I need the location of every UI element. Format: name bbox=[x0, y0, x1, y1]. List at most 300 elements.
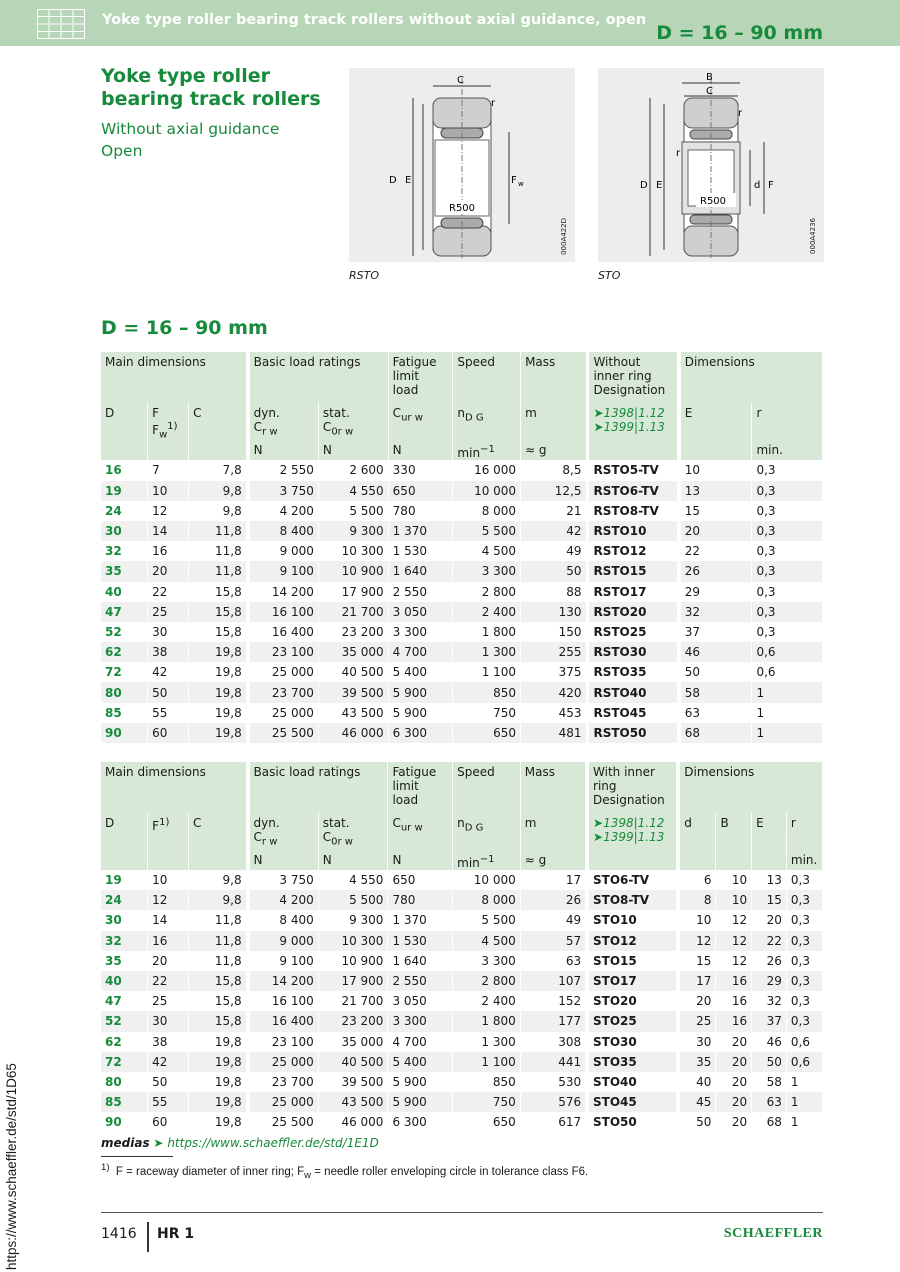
cell-d: 19 bbox=[101, 481, 148, 501]
cell-curw: 5 400 bbox=[388, 662, 453, 682]
cell-ndg: 5 500 bbox=[453, 521, 521, 541]
cell-dimension: 20 bbox=[680, 991, 716, 1011]
unit-n: N bbox=[388, 442, 453, 460]
cell-d: 19 bbox=[101, 870, 148, 890]
cell-curw: 1 370 bbox=[388, 521, 453, 541]
cell-d: 62 bbox=[101, 1032, 148, 1052]
cell-curw: 2 550 bbox=[388, 582, 453, 602]
cell-ndg: 850 bbox=[453, 682, 521, 702]
cell-designation: RSTO25 bbox=[589, 622, 677, 642]
cell-dyn: 9 000 bbox=[250, 541, 319, 561]
cell-d: 90 bbox=[101, 1112, 148, 1132]
table-row bbox=[101, 890, 823, 910]
group-basic-load-ratings: Basic load ratings bbox=[250, 762, 388, 813]
cell-dimension: 30 bbox=[680, 1032, 716, 1052]
table-row bbox=[101, 602, 823, 622]
col-e: E bbox=[681, 403, 752, 442]
cell-ndg: 1 800 bbox=[453, 622, 521, 642]
table-grid-icon bbox=[37, 9, 85, 39]
cell-f: 20 bbox=[148, 561, 189, 581]
unit-g: ≈ g bbox=[521, 442, 586, 460]
cell-dimension: 0,3 bbox=[786, 910, 822, 930]
cell-dimension: 20 bbox=[716, 1072, 752, 1092]
cell-curw: 5 900 bbox=[388, 1072, 453, 1092]
cell-curw: 3 300 bbox=[388, 1011, 453, 1031]
cell-dyn: 16 100 bbox=[250, 991, 319, 1011]
cell-dimension: 15 bbox=[680, 951, 716, 971]
cell-ndg: 8 000 bbox=[453, 890, 521, 910]
cell-c: 11,8 bbox=[189, 521, 247, 541]
cell-dimension: 0,3 bbox=[786, 1011, 822, 1031]
cell-d: 80 bbox=[101, 1072, 148, 1092]
cell-c: 11,8 bbox=[188, 931, 246, 951]
group-basic-load-ratings: Basic load ratings bbox=[250, 352, 389, 403]
cell-dimension: 0,3 bbox=[752, 460, 823, 480]
cell-f: 42 bbox=[148, 1052, 189, 1072]
cell-designation: STO20 bbox=[589, 991, 677, 1011]
table-row bbox=[101, 1112, 823, 1132]
cell-ndg: 2 800 bbox=[453, 971, 521, 991]
cell-curw: 650 bbox=[388, 870, 453, 890]
cell-ndg: 650 bbox=[453, 1112, 521, 1132]
col-curw: $C_{ur w}$ bbox=[388, 813, 453, 852]
cell-dimension: 58 bbox=[681, 682, 752, 702]
cell-dimension: 68 bbox=[752, 1112, 787, 1132]
cell-dimension: 20 bbox=[681, 521, 752, 541]
product-heading: Yoke type roller bearing track rollers bbox=[101, 65, 321, 110]
cell-curw: 780 bbox=[388, 501, 453, 521]
table-row bbox=[101, 501, 823, 521]
cell-dyn: 8 400 bbox=[250, 521, 319, 541]
cell-mass: 481 bbox=[521, 723, 586, 743]
fig-label-f: F bbox=[768, 180, 774, 191]
group-dimensions: Dimensions bbox=[680, 762, 822, 813]
cell-c: 19,8 bbox=[188, 1032, 246, 1052]
figure-caption-rsto: RSTO bbox=[349, 269, 380, 282]
cell-f: 50 bbox=[148, 1072, 189, 1092]
cell-dimension: 0,3 bbox=[786, 870, 822, 890]
cell-curw: 5 900 bbox=[388, 1092, 453, 1112]
cell-dimension: 15 bbox=[752, 890, 787, 910]
cell-dimension: 20 bbox=[716, 1052, 752, 1072]
cell-stat: 2 600 bbox=[318, 460, 388, 480]
table-row bbox=[101, 1032, 823, 1052]
cell-curw: 3 050 bbox=[388, 991, 453, 1011]
cell-dimension: 46 bbox=[752, 1032, 787, 1052]
cell-stat: 35 000 bbox=[318, 1032, 388, 1052]
cell-ndg: 1 300 bbox=[453, 642, 521, 662]
cell-mass: 12,5 bbox=[521, 481, 586, 501]
cell-c: 15,8 bbox=[188, 1011, 246, 1031]
cell-dyn: 16 400 bbox=[250, 622, 319, 642]
cell-designation: STO40 bbox=[589, 1072, 677, 1092]
cell-ndg: 2 400 bbox=[453, 991, 521, 1011]
cell-c: 19,8 bbox=[189, 642, 247, 662]
cell-dimension: 0,3 bbox=[752, 582, 823, 602]
col-r: r bbox=[786, 813, 822, 852]
cell-dimension: 1 bbox=[752, 723, 823, 743]
unit-min: $\min^{-1}$ bbox=[453, 442, 521, 460]
cell-dimension: 0,6 bbox=[786, 1032, 822, 1052]
cell-ndg: 2 800 bbox=[453, 582, 521, 602]
unit-g: ≈ g bbox=[520, 852, 585, 870]
cell-stat: 9 300 bbox=[318, 521, 388, 541]
cell-dimension: 50 bbox=[752, 1052, 787, 1072]
cell-d: 40 bbox=[101, 971, 148, 991]
group-main-dimensions: Main dimensions bbox=[101, 352, 246, 403]
cell-f: 55 bbox=[148, 1092, 189, 1112]
cell-d: 32 bbox=[101, 541, 148, 561]
cell-designation: RSTO45 bbox=[589, 703, 677, 723]
cell-dimension: 50 bbox=[680, 1112, 716, 1132]
cell-f: 30 bbox=[148, 1011, 189, 1031]
cell-dimension: 0,3 bbox=[752, 602, 823, 622]
cell-curw: 4 700 bbox=[388, 1032, 453, 1052]
col-f: $F^{1)}$ bbox=[148, 813, 189, 852]
cell-dyn: 14 200 bbox=[250, 582, 319, 602]
header-title: Yoke type roller bearing track rollers without axial guidance, open bbox=[102, 12, 647, 28]
cell-f: 12 bbox=[148, 501, 189, 521]
cell-d: 62 bbox=[101, 642, 148, 662]
cell-dyn: 3 750 bbox=[250, 870, 319, 890]
col-f-fw: F $F_w^{1)}$ bbox=[148, 403, 189, 442]
cell-stat: 43 500 bbox=[318, 703, 388, 723]
cell-dimension: 0,6 bbox=[752, 642, 823, 662]
cell-dyn: 23 700 bbox=[250, 682, 319, 702]
cell-dimension: 26 bbox=[752, 951, 787, 971]
cell-stat: 46 000 bbox=[318, 1112, 388, 1132]
cell-stat: 5 500 bbox=[318, 890, 388, 910]
cell-c: 19,8 bbox=[188, 1072, 246, 1092]
cell-dimension: 0,3 bbox=[786, 951, 822, 971]
table-row bbox=[101, 481, 823, 501]
cell-curw: 3 050 bbox=[388, 602, 453, 622]
cell-c: 7,8 bbox=[189, 460, 247, 480]
cell-curw: 1 640 bbox=[388, 561, 453, 581]
cell-c: 9,8 bbox=[189, 481, 247, 501]
unit-min: $\min^{-1}$ bbox=[453, 852, 521, 870]
cell-d: 40 bbox=[101, 582, 148, 602]
col-catalogue-refs[interactable]: ➤1398|1.12 ➤1399|1.13 bbox=[589, 813, 677, 852]
cell-mass: 42 bbox=[521, 521, 586, 541]
fig-label-e: E bbox=[656, 180, 663, 191]
cell-f: 7 bbox=[148, 460, 189, 480]
table-row bbox=[101, 541, 823, 561]
cell-designation: STO17 bbox=[589, 971, 677, 991]
col-dyn: dyn. $C_{r w}$ bbox=[250, 813, 319, 852]
cell-mass: 17 bbox=[520, 870, 585, 890]
cell-dimension: 40 bbox=[680, 1072, 716, 1092]
cell-f: 60 bbox=[148, 723, 189, 743]
cell-curw: 5 900 bbox=[388, 703, 453, 723]
cell-curw: 330 bbox=[388, 460, 453, 480]
fig-label-c: C bbox=[457, 75, 464, 86]
cell-dimension: 16 bbox=[716, 1011, 752, 1031]
cell-designation: STO45 bbox=[589, 1092, 677, 1112]
cell-designation: STO10 bbox=[589, 910, 677, 930]
unit-r-min: min. bbox=[786, 852, 822, 870]
cell-c: 19,8 bbox=[189, 682, 247, 702]
cell-d: 30 bbox=[101, 910, 148, 930]
cell-f: 25 bbox=[148, 602, 189, 622]
cell-dimension: 29 bbox=[752, 971, 787, 991]
cell-d: 85 bbox=[101, 1092, 148, 1112]
cell-d: 32 bbox=[101, 931, 148, 951]
cell-dimension: 63 bbox=[681, 703, 752, 723]
cell-curw: 5 400 bbox=[388, 1052, 453, 1072]
unit-r-min: min. bbox=[752, 442, 823, 460]
cell-dimension: 22 bbox=[752, 931, 787, 951]
cell-designation: STO12 bbox=[589, 931, 677, 951]
table-row bbox=[101, 642, 823, 662]
side-url-link[interactable]: https://www.schaeffler.de/std/1D65 bbox=[4, 1063, 19, 1270]
cell-ndg: 10 000 bbox=[453, 481, 521, 501]
cell-designation: RSTO12 bbox=[589, 541, 677, 561]
fig-label-r: r bbox=[491, 98, 496, 109]
cell-c: 19,8 bbox=[189, 703, 247, 723]
cell-stat: 23 200 bbox=[318, 1011, 388, 1031]
cell-stat: 35 000 bbox=[318, 642, 388, 662]
cell-dimension: 35 bbox=[680, 1052, 716, 1072]
cell-stat: 4 550 bbox=[318, 481, 388, 501]
cell-mass: 308 bbox=[520, 1032, 585, 1052]
cell-dyn: 8 400 bbox=[250, 910, 319, 930]
col-ndg: $n_{D G}$ bbox=[453, 813, 521, 852]
col-catalogue-refs[interactable]: ➤1398|1.12 ➤1399|1.13 bbox=[589, 403, 677, 442]
cell-curw: 5 900 bbox=[388, 682, 453, 702]
cell-f: 60 bbox=[148, 1112, 189, 1132]
cell-c: 15,8 bbox=[188, 991, 246, 1011]
figure-code: 000A4236 bbox=[809, 218, 817, 254]
cell-curw: 1 640 bbox=[388, 951, 453, 971]
cell-dimension: 32 bbox=[752, 991, 787, 1011]
cell-c: 15,8 bbox=[189, 602, 247, 622]
cell-f: 30 bbox=[148, 622, 189, 642]
cell-c: 15,8 bbox=[189, 622, 247, 642]
cell-stat: 39 500 bbox=[318, 1072, 388, 1092]
cell-f: 10 bbox=[148, 870, 189, 890]
cell-c: 11,8 bbox=[189, 561, 247, 581]
cell-mass: 576 bbox=[520, 1092, 585, 1112]
cell-dimension: 45 bbox=[680, 1092, 716, 1112]
cell-dimension: 10 bbox=[681, 460, 752, 480]
col-e: E bbox=[752, 813, 787, 852]
cell-dimension: 17 bbox=[680, 971, 716, 991]
fig-label-d: D bbox=[389, 175, 397, 186]
table-row bbox=[101, 1052, 823, 1072]
cell-d: 52 bbox=[101, 622, 148, 642]
cell-dimension: 58 bbox=[752, 1072, 787, 1092]
cell-stat: 23 200 bbox=[318, 622, 388, 642]
cell-curw: 1 530 bbox=[388, 541, 453, 561]
cell-dyn: 4 200 bbox=[250, 890, 319, 910]
cell-dyn: 16 400 bbox=[250, 1011, 319, 1031]
fig-label-c: C bbox=[706, 86, 713, 97]
cell-c: 11,8 bbox=[189, 541, 247, 561]
col-d-inner: d bbox=[680, 813, 716, 852]
cell-dyn: 4 200 bbox=[250, 501, 319, 521]
catalogue-section: HR 1 bbox=[157, 1226, 195, 1242]
fig-label-radius: R500 bbox=[449, 203, 476, 214]
cell-ndg: 1 800 bbox=[453, 1011, 521, 1031]
cell-c: 9,8 bbox=[188, 870, 246, 890]
cell-designation: RSTO5-TV bbox=[589, 460, 677, 480]
table-row bbox=[101, 1092, 823, 1112]
cell-c: 19,8 bbox=[188, 1112, 246, 1132]
cell-f: 38 bbox=[148, 1032, 189, 1052]
cell-mass: 107 bbox=[520, 971, 585, 991]
cell-d: 24 bbox=[101, 890, 148, 910]
cell-f: 10 bbox=[148, 481, 189, 501]
cell-designation: STO50 bbox=[589, 1112, 677, 1132]
unit-n: N bbox=[388, 852, 453, 870]
unit-n: N bbox=[318, 852, 388, 870]
cell-stat: 21 700 bbox=[318, 602, 388, 622]
cell-dimension: 16 bbox=[716, 991, 752, 1011]
cell-mass: 453 bbox=[521, 703, 586, 723]
cell-ndg: 750 bbox=[453, 1092, 521, 1112]
cell-stat: 4 550 bbox=[318, 870, 388, 890]
cell-designation: RSTO6-TV bbox=[589, 481, 677, 501]
cell-dimension: 68 bbox=[681, 723, 752, 743]
fig-label-e: E bbox=[405, 175, 412, 186]
cell-dimension: 50 bbox=[681, 662, 752, 682]
cell-designation: RSTO17 bbox=[589, 582, 677, 602]
cell-mass: 441 bbox=[520, 1052, 585, 1072]
cell-dimension: 0,3 bbox=[752, 622, 823, 642]
group-main-dimensions: Main dimensions bbox=[101, 762, 246, 813]
cell-c: 19,8 bbox=[188, 1092, 246, 1112]
cell-stat: 21 700 bbox=[318, 991, 388, 1011]
col-curw: $C_{ur w}$ bbox=[388, 403, 453, 442]
cell-dimension: 0,3 bbox=[752, 501, 823, 521]
cell-dyn: 25 500 bbox=[250, 723, 319, 743]
cell-designation: STO6-TV bbox=[589, 870, 677, 890]
cell-f: 16 bbox=[148, 541, 189, 561]
cell-stat: 40 500 bbox=[318, 662, 388, 682]
cell-dimension: 37 bbox=[752, 1011, 787, 1031]
figure-caption-sto: STO bbox=[598, 269, 621, 282]
cell-f: 25 bbox=[148, 991, 189, 1011]
cell-curw: 780 bbox=[388, 890, 453, 910]
cell-curw: 650 bbox=[388, 481, 453, 501]
cell-mass: 26 bbox=[520, 890, 585, 910]
fig-label-r2: r bbox=[676, 148, 681, 159]
cell-c: 19,8 bbox=[188, 1052, 246, 1072]
cell-stat: 17 900 bbox=[318, 971, 388, 991]
cell-designation: RSTO50 bbox=[589, 723, 677, 743]
unit-n: N bbox=[318, 442, 388, 460]
cell-dyn: 2 550 bbox=[250, 460, 319, 480]
cell-mass: 152 bbox=[520, 991, 585, 1011]
cell-ndg: 650 bbox=[453, 723, 521, 743]
table-row bbox=[101, 1011, 823, 1031]
cell-d: 35 bbox=[101, 561, 148, 581]
fig-label-fw-sub: w bbox=[518, 180, 524, 188]
cell-designation: RSTO8-TV bbox=[589, 501, 677, 521]
footer-divider bbox=[101, 1212, 823, 1213]
cell-dyn: 3 750 bbox=[250, 481, 319, 501]
cell-dimension: 13 bbox=[681, 481, 752, 501]
cell-dimension: 37 bbox=[681, 622, 752, 642]
cell-dimension: 0,3 bbox=[752, 481, 823, 501]
col-stat: stat. $C_{0r w}$ bbox=[318, 813, 388, 852]
cell-dyn: 9 100 bbox=[250, 561, 319, 581]
table-row bbox=[101, 870, 823, 890]
cell-dyn: 14 200 bbox=[250, 971, 319, 991]
cell-curw: 1 370 bbox=[388, 910, 453, 930]
col-dyn: dyn. $C_{r w}$ bbox=[250, 403, 319, 442]
cell-d: 72 bbox=[101, 1052, 148, 1072]
cell-stat: 43 500 bbox=[318, 1092, 388, 1112]
col-d: D bbox=[101, 403, 148, 442]
cell-f: 22 bbox=[148, 582, 189, 602]
cell-dyn: 23 700 bbox=[250, 1072, 319, 1092]
cell-d: 85 bbox=[101, 703, 148, 723]
cell-dimension: 6 bbox=[680, 870, 716, 890]
cell-dyn: 25 000 bbox=[250, 703, 319, 723]
cell-mass: 49 bbox=[520, 910, 585, 930]
table-row bbox=[101, 622, 823, 642]
cell-mass: 50 bbox=[521, 561, 586, 581]
cell-c: 19,8 bbox=[189, 723, 247, 743]
unit-n: N bbox=[250, 442, 319, 460]
cell-mass: 617 bbox=[520, 1112, 585, 1132]
cell-d: 72 bbox=[101, 662, 148, 682]
cell-dyn: 25 000 bbox=[250, 1052, 319, 1072]
cell-stat: 10 300 bbox=[318, 541, 388, 561]
table-row bbox=[101, 951, 823, 971]
cell-dimension: 29 bbox=[681, 582, 752, 602]
cell-dimension: 0,3 bbox=[752, 521, 823, 541]
cell-mass: 420 bbox=[521, 682, 586, 702]
cell-designation: RSTO35 bbox=[589, 662, 677, 682]
cell-dimension: 0,3 bbox=[786, 890, 822, 910]
cell-f: 38 bbox=[148, 642, 189, 662]
table-row bbox=[101, 521, 823, 541]
cell-dimension: 13 bbox=[752, 870, 787, 890]
col-ndg: $n_{D G}$ bbox=[453, 403, 521, 442]
footnote: $^{1)}$ F = raceway diameter of inner ring; $F_w$ = needle roller enveloping circle in tolerance class F6. bbox=[101, 1162, 589, 1182]
fig-label-d-inner: d bbox=[754, 180, 761, 191]
cell-stat: 39 500 bbox=[318, 682, 388, 702]
dimension-table-without-inner-ring bbox=[101, 352, 823, 743]
cell-f: 14 bbox=[148, 910, 189, 930]
cell-f: 16 bbox=[148, 931, 189, 951]
cell-f: 22 bbox=[148, 971, 189, 991]
cell-mass: 150 bbox=[521, 622, 586, 642]
cell-ndg: 3 300 bbox=[453, 951, 521, 971]
cell-designation: RSTO40 bbox=[589, 682, 677, 702]
medias-link[interactable]: medias ➤ https://www.schaeffler.de/std/1E1D bbox=[101, 1136, 379, 1150]
cell-dimension: 1 bbox=[752, 682, 823, 702]
cell-dimension: 0,3 bbox=[786, 931, 822, 951]
cell-stat: 5 500 bbox=[318, 501, 388, 521]
cell-ndg: 1 100 bbox=[453, 1052, 521, 1072]
cell-designation: STO15 bbox=[589, 951, 677, 971]
cell-dimension: 15 bbox=[681, 501, 752, 521]
table-row bbox=[101, 460, 823, 480]
cell-curw: 6 300 bbox=[388, 1112, 453, 1132]
group-designation: With inner ring Designation bbox=[589, 762, 677, 813]
cell-stat: 10 300 bbox=[318, 931, 388, 951]
cell-ndg: 4 500 bbox=[453, 541, 521, 561]
group-dimensions: Dimensions bbox=[681, 352, 823, 403]
cell-dimension: 0,3 bbox=[786, 991, 822, 1011]
col-stat: stat. $C_{0r w}$ bbox=[318, 403, 388, 442]
cell-dimension: 1 bbox=[786, 1072, 822, 1092]
cell-dimension: 10 bbox=[716, 890, 752, 910]
